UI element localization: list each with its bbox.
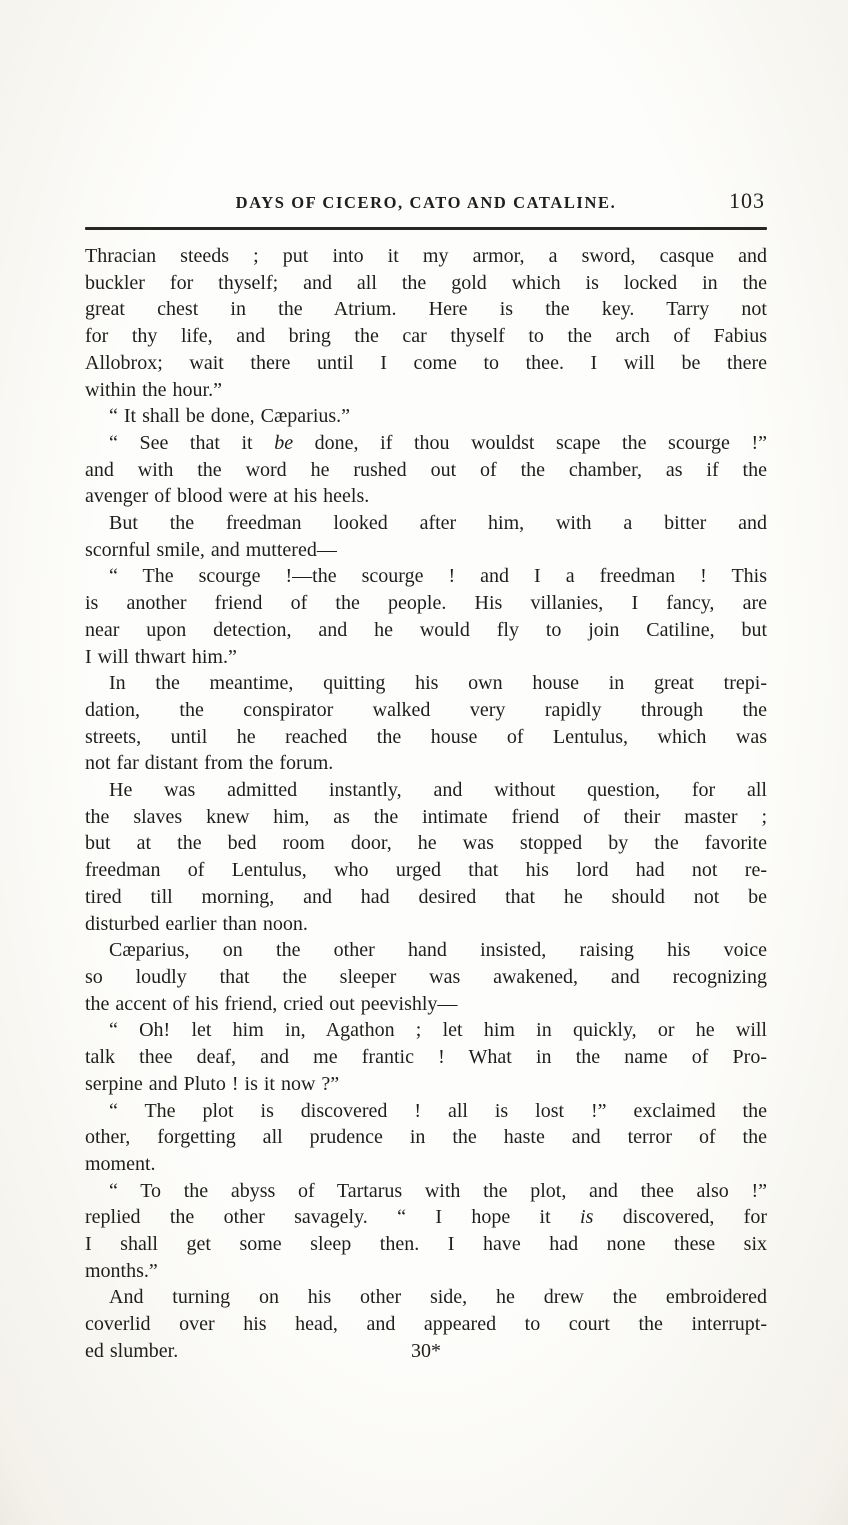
text-line: tired till morning, and had desired that he should not be — [85, 885, 767, 908]
text-line: “ The scourge !—the scourge ! and I a freedman ! This — [109, 565, 767, 588]
text-line: He was admitted instantly, and without question, for all — [109, 779, 767, 802]
text-line: the slaves knew him, as the intimate friend of their master ; — [85, 805, 767, 828]
text-line: and with the word he rushed out of the chamber, as if the — [85, 458, 767, 481]
paragraph — [85, 937, 767, 1017]
header-title: DAYS OF CICERO, CATO AND CATALINE. — [235, 193, 617, 212]
paragraph — [85, 563, 767, 670]
text-line: months.” — [85, 1259, 158, 1282]
text-line: the accent of his friend, cried out peevishly— — [85, 992, 458, 1015]
text-line: streets, until he reached the house of Lentulus, which was — [85, 725, 767, 748]
text-line: “ The plot is discovered ! all is lost !” exclaimed the — [109, 1099, 767, 1122]
divider-rule — [85, 227, 767, 230]
text-line: for thy life, and bring the car thyself to the arch of Fabius — [85, 325, 767, 348]
running-header — [85, 188, 767, 218]
paragraph — [85, 1098, 767, 1178]
text-line: near upon detection, and he would fly to join Catiline, but — [85, 618, 767, 641]
text-line: avenger of blood were at his heels. — [85, 485, 370, 508]
text-line: “ Oh! let him in, Agathon ; let him in quickly, or he will — [109, 1019, 767, 1042]
text-line: not far distant from the forum. — [85, 752, 334, 775]
text-line: “ To the abyss of Tartarus with the plot, and thee also !” — [109, 1179, 767, 1202]
paragraph — [85, 510, 767, 563]
text-line: I shall get some sleep then. I have had none these six — [85, 1233, 767, 1256]
text-line: I will thwart him.” — [85, 645, 237, 668]
text-line: ed slumber. 30* — [85, 1338, 767, 1365]
text-line: so loudly that the sleeper was awakened, and recognizing — [85, 965, 767, 988]
text-line: Cæparius, on the other hand insisted, raising his voice — [109, 939, 767, 962]
text-line: Allobrox; wait there until I come to thee. I will be there — [85, 351, 767, 374]
paragraph — [85, 1284, 767, 1364]
text-line: talk thee deaf, and me frantic ! What in the name of Pro- — [85, 1046, 767, 1069]
text-line: And turning on his other side, he drew the embroidered — [109, 1286, 767, 1309]
text-line: In the meantime, quitting his own house in great trepi- — [109, 672, 767, 695]
paragraph — [85, 430, 767, 510]
page-number: 103 — [729, 188, 765, 213]
paragraph — [85, 243, 767, 403]
paragraph — [85, 1017, 767, 1097]
paragraph — [85, 403, 767, 430]
text-line: other, forgetting all prudence in the haste and terror of the — [85, 1126, 767, 1149]
text-line: within the hour.” — [85, 378, 222, 401]
text-line: But the freedman looked after him, with a bitter and — [109, 512, 767, 535]
text-line: coverlid over his head, and appeared to court the interrupt- — [85, 1313, 767, 1336]
text-line: disturbed earlier than noon. — [85, 912, 308, 935]
text-line: moment. — [85, 1152, 156, 1175]
paragraph — [85, 1178, 767, 1285]
text-line: scornful smile, and muttered— — [85, 538, 337, 561]
paragraph — [85, 670, 767, 777]
text-line: buckler for thyself; and all the gold which is locked in the — [85, 271, 767, 294]
text-line: “ It shall be done, Cæparius.” — [109, 405, 351, 428]
text-line: great chest in the Atrium. Here is the key. Tarry not — [85, 298, 767, 321]
text-line: is another friend of the people. His villanies, I fancy, are — [85, 592, 767, 615]
signature-mark: 30* — [411, 1339, 441, 1362]
paragraph — [85, 777, 767, 937]
text-line: serpine and Pluto ! is it now ?” — [85, 1072, 340, 1095]
text-line: replied the other savagely. “ I hope it is discovered, for — [85, 1206, 767, 1229]
text-line: “ See that it be done, if thou wouldst scape the scourge !” — [109, 431, 767, 454]
body-text — [85, 243, 767, 1365]
text-line: Thracian steeds ; put into it my armor, a sword, casque and — [85, 245, 767, 267]
text-line: dation, the conspirator walked very rapidly through the — [85, 698, 767, 721]
text-line: freedman of Lentulus, who urged that his lord had not re- — [85, 859, 767, 882]
text-line: but at the bed room door, he was stopped by the favorite — [85, 832, 767, 855]
